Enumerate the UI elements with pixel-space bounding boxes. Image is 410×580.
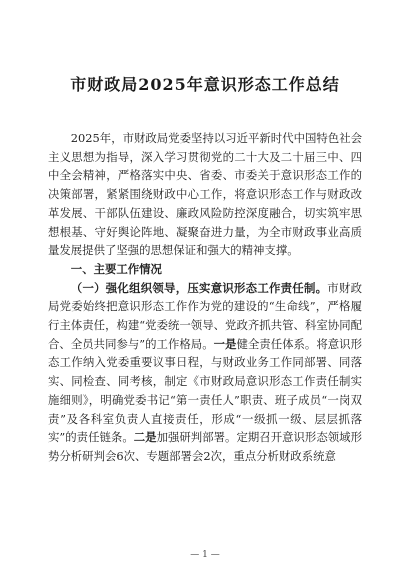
point-marker-first: 一是 xyxy=(213,336,237,351)
subsection-paragraph-organization xyxy=(48,279,362,466)
point-marker-second: 二是 xyxy=(133,430,157,445)
section-heading-main-work: 一、主要工作情况 xyxy=(70,261,162,276)
intro-paragraph: 2025年，市财政局党委坚持以习近平新时代中国特色社会主义思想为指导，深入学习贯彻党的二十大及二十届三中、四中全会精神，严格落实中央、省委、市委关于意识形态工作的决策部署，紧紧围绕财政中心工作，将意识形态工作与财政改革发展、干部队伍建设、廉政风险防控深度融合，切实筑牢思想根基、守好舆论阵地、凝聚奋进力量，为全市财政事业高质量发展提供了坚强的思想保证和强大的精神支撑。 xyxy=(48,131,362,258)
point-text-first: 健全责任体系。将意识形态工作纳入党委重要议事日程，与财政业务工作同部署、同落实、同检查、同考核，制定《市财政局意识形态工作责任制实施细则》，明确党委书记“第一责任人”职责、班子成员“一岗双责”及各科室负责人直接责任，形成“一级抓一级、层层抓落实”的责任链条。 xyxy=(48,336,362,445)
page-number: — 1 — xyxy=(190,550,220,560)
point-text-second: 加强研判部署。定期召开意识形态领域形势分析研判会6次、专题部署会2次，重点分析财政系统意 xyxy=(48,430,362,463)
document-title: 市财政局2025年意识形态工作总结 xyxy=(70,75,340,94)
subsection-title: （一）强化组织领导，压实意识形态工作责任制。 xyxy=(70,280,328,295)
subsection-text: 市财政局党委始终把意识形态工作作为党的建设的“生命线”，严格履行主体责任，构建“党委统一领导、党政齐抓共管、科室协同配合、全员共同参与”的工作格局。 xyxy=(48,280,362,351)
